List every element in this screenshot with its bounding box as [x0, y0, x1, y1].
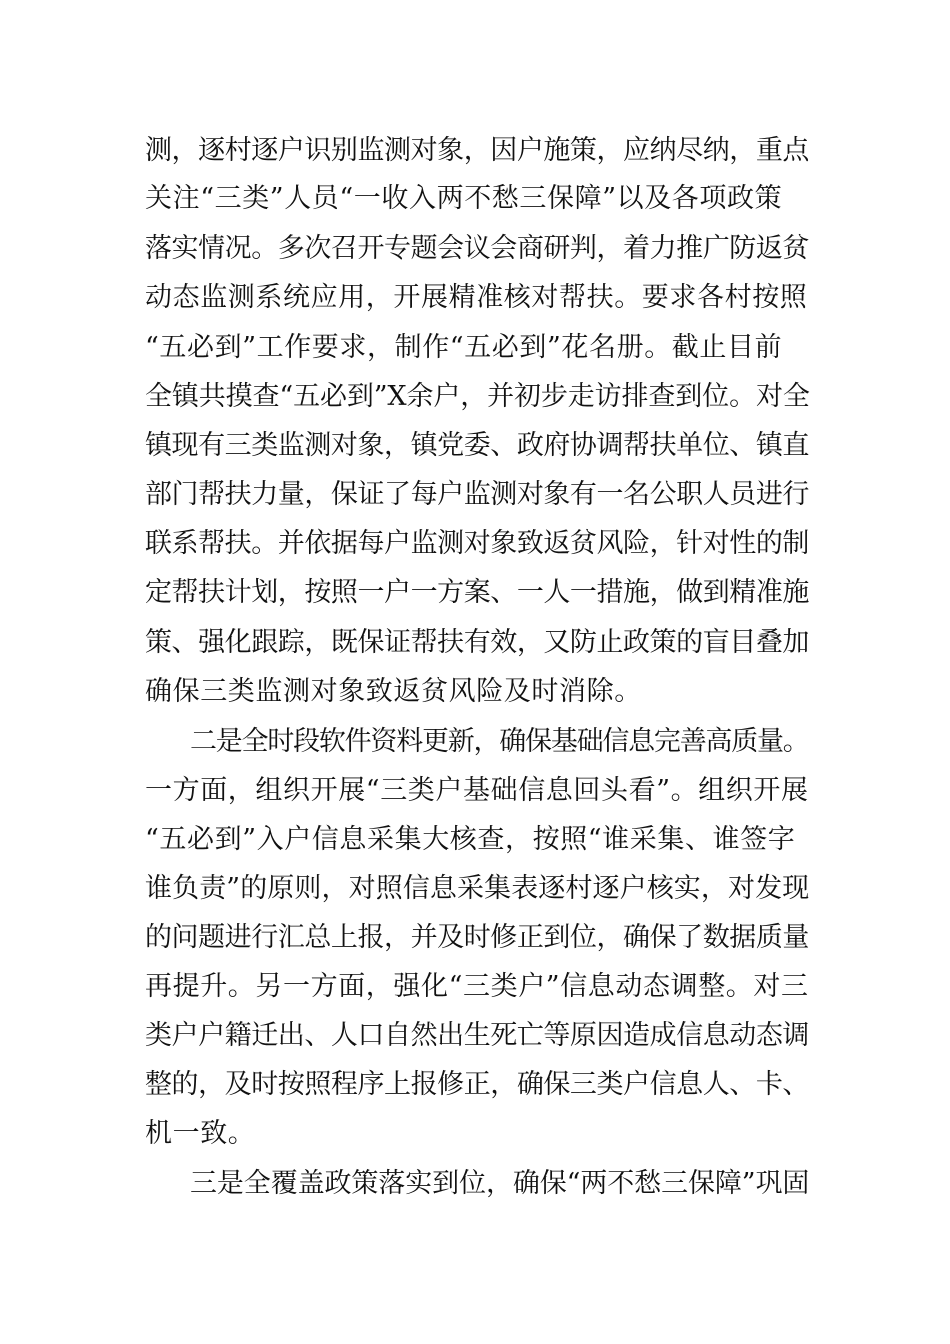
- text-line: 再提升。另一方面，强化“三类户”信息动态调整。对三: [145, 971, 809, 1002]
- paragraph-first-line: 二是全时段软件资料更新，确保基础信息完善高质量。: [190, 726, 809, 757]
- text-line: 落实情况。多次召开专题会议会商研判，着力推广防返贫: [145, 233, 809, 264]
- text-line: 策、强化跟踪，既保证帮扶有效，又防止政策的盲目叠加: [145, 627, 809, 658]
- text-line: 确保三类监测对象致返贫风险及时消除。: [145, 676, 642, 707]
- text-line: 联系帮扶。并依据每户监测对象致返贫风险，针对性的制: [145, 528, 809, 559]
- paragraph-first-line: 三是全覆盖政策落实到位，确保“两不愁三保障”巩固: [190, 1168, 810, 1199]
- text-line: “五必到”工作要求，制作“五必到”花名册。截止目前: [145, 332, 783, 363]
- text-line: 镇现有三类监测对象，镇党委、政府协调帮扶单位、镇直: [145, 430, 809, 461]
- text-line: 整的，及时按照程序上报修正，确保三类户信息人、卡、: [145, 1069, 809, 1100]
- text-line: 的问题进行汇总上报，并及时修正到位，确保了数据质量: [145, 922, 809, 953]
- text-line: “五必到”入户信息采集大核查，按照“谁采集、谁签字: [145, 824, 796, 855]
- text-line: 谁负责”的原则，对照信息采集表逐村逐户核实，对发现: [145, 873, 810, 904]
- text-line: 全镇共摸查“五必到”X余户，并初步走访排查到位。对全: [145, 381, 810, 412]
- text-line: 定帮扶计划，按照一户一方案、一人一措施，做到精准施: [145, 577, 809, 608]
- text-line: 关注“三类”人员“一收入两不愁三保障”以及各项政策: [145, 183, 783, 214]
- text-line: 一方面，组织开展“三类户基础信息回头看”。组织开展: [145, 775, 809, 806]
- text-line: 测，逐村逐户识别监测对象，因户施策，应纳尽纳，重点: [145, 135, 809, 166]
- text-line: 部门帮扶力量，保证了每户监测对象有一名公职人员进行: [145, 479, 809, 510]
- text-line: 类户户籍迁出、人口自然出生死亡等原因造成信息动态调: [145, 1020, 809, 1051]
- text-line: 机一致。: [145, 1118, 256, 1149]
- text-line: 动态监测系统应用，开展精准核对帮扶。要求各村按照: [145, 282, 808, 313]
